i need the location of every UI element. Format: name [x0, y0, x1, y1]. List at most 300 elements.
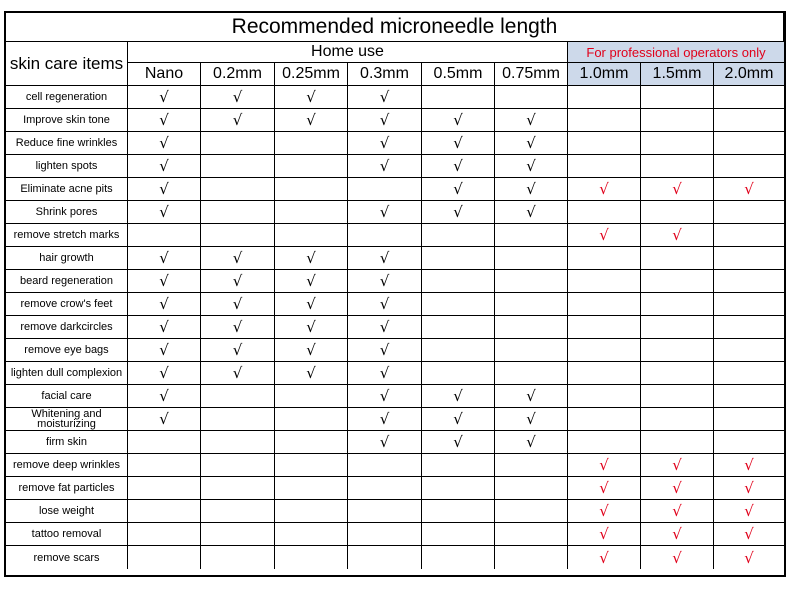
- table-cell: [348, 477, 422, 500]
- check-mark-icon: √: [159, 364, 169, 382]
- check-mark-icon: √: [379, 341, 390, 359]
- check-mark-icon: √: [306, 249, 316, 267]
- table-cell: [348, 178, 422, 201]
- table-cell: [568, 109, 641, 132]
- table-cell: [128, 270, 201, 293]
- check-mark-icon: √: [379, 433, 390, 451]
- table-cell: [348, 201, 422, 224]
- table-cell: [495, 316, 568, 339]
- row-label: remove darkcircles: [6, 316, 128, 339]
- table-cell: [128, 109, 201, 132]
- table-cell: [568, 201, 641, 224]
- table-title: Recommended microneedle length: [6, 13, 784, 42]
- row-label: lighten dull complexion: [6, 362, 128, 385]
- row-label: beard regeneration: [6, 270, 128, 293]
- table-cell: [714, 86, 784, 109]
- table-cell: [275, 408, 348, 431]
- column-header-1-0mm: 1.0mm: [568, 63, 641, 86]
- table-cell: [495, 109, 568, 132]
- table-cell: [568, 178, 641, 201]
- check-mark-icon: √: [379, 157, 390, 175]
- table-cell: [348, 316, 422, 339]
- table-cell: [201, 339, 275, 362]
- check-mark-icon: √: [599, 548, 609, 567]
- table-cell: [568, 546, 641, 569]
- row-label: Whitening and moisturizing: [6, 408, 128, 431]
- check-mark-icon: √: [379, 318, 390, 336]
- table-cell: [422, 201, 495, 224]
- table-cell: [568, 339, 641, 362]
- column-header-0-5mm: 0.5mm: [422, 63, 495, 86]
- table-cell: [641, 477, 714, 500]
- table-cell: [422, 224, 495, 247]
- check-mark-icon: √: [379, 88, 390, 106]
- table-cell: [275, 477, 348, 500]
- table-cell: [568, 523, 641, 546]
- table-cell: [422, 316, 495, 339]
- table-cell: [714, 500, 784, 523]
- table-cell: [201, 155, 275, 178]
- check-mark-icon: √: [453, 203, 463, 221]
- table-cell: [275, 270, 348, 293]
- check-mark-icon: √: [232, 318, 243, 336]
- table-cell: [275, 454, 348, 477]
- table-cell: [714, 408, 784, 431]
- table-cell: [495, 454, 568, 477]
- table-cell: [714, 270, 784, 293]
- check-mark-icon: √: [379, 410, 390, 428]
- table-cell: [495, 431, 568, 454]
- table-cell: [641, 339, 714, 362]
- table-cell: [348, 546, 422, 569]
- table-cell: [275, 362, 348, 385]
- table-cell: [201, 86, 275, 109]
- table-cell: [714, 523, 784, 546]
- table-cell: [201, 316, 275, 339]
- check-mark-icon: √: [159, 111, 169, 129]
- row-label: remove stretch marks: [6, 224, 128, 247]
- row-label: remove eye bags: [6, 339, 128, 362]
- table-cell: [495, 408, 568, 431]
- check-mark-icon: √: [526, 387, 536, 405]
- table-cell: [641, 454, 714, 477]
- check-mark-icon: √: [306, 341, 316, 359]
- check-mark-icon: √: [379, 387, 390, 405]
- table-cell: [128, 316, 201, 339]
- row-label: Eliminate acne pits: [6, 178, 128, 201]
- check-mark-icon: √: [453, 134, 463, 152]
- check-mark-icon: √: [744, 479, 754, 497]
- table-cell: [348, 86, 422, 109]
- column-header-0-2mm: 0.2mm: [201, 63, 275, 86]
- table-cell: [275, 155, 348, 178]
- table-cell: [275, 339, 348, 362]
- check-mark-icon: √: [159, 341, 169, 359]
- table-cell: [568, 454, 641, 477]
- table-cell: [422, 178, 495, 201]
- table-cell: [568, 86, 641, 109]
- table-cell: [714, 178, 784, 201]
- row-label: cell regeneration: [6, 86, 128, 109]
- table-cell: [714, 385, 784, 408]
- check-mark-icon: √: [526, 410, 536, 428]
- table-cell: [495, 224, 568, 247]
- check-mark-icon: √: [232, 249, 243, 267]
- row-label: tattoo removal: [6, 523, 128, 546]
- table-cell: [348, 224, 422, 247]
- table-cell: [495, 523, 568, 546]
- table-cell: [714, 132, 784, 155]
- table-cell: [568, 270, 641, 293]
- table-cell: [348, 362, 422, 385]
- column-header-nano: Nano: [128, 63, 201, 86]
- check-mark-icon: √: [379, 111, 390, 129]
- check-mark-icon: √: [453, 180, 463, 198]
- table-cell: [422, 293, 495, 316]
- check-mark-icon: √: [232, 341, 243, 359]
- check-mark-icon: √: [744, 525, 754, 543]
- table-cell: [568, 477, 641, 500]
- table-cell: [641, 109, 714, 132]
- table-cell: [568, 408, 641, 431]
- check-mark-icon: √: [526, 134, 536, 152]
- check-mark-icon: √: [672, 479, 682, 497]
- row-label: facial care: [6, 385, 128, 408]
- row-label: Shrink pores: [6, 201, 128, 224]
- check-mark-icon: √: [744, 180, 754, 198]
- row-label: lighten spots: [6, 155, 128, 178]
- check-mark-icon: √: [744, 456, 754, 474]
- table-cell: [495, 293, 568, 316]
- check-mark-icon: √: [159, 249, 169, 267]
- table-cell: [422, 454, 495, 477]
- table-cell: [128, 477, 201, 500]
- table-cell: [201, 546, 275, 569]
- check-mark-icon: √: [306, 364, 316, 382]
- table-cell: [641, 201, 714, 224]
- row-label: remove deep wrinkles: [6, 454, 128, 477]
- table-cell: [348, 500, 422, 523]
- row-label: hair growth: [6, 247, 128, 270]
- table-cell: [714, 155, 784, 178]
- table-cell: [495, 500, 568, 523]
- table-cell: [128, 293, 201, 316]
- table-cell: [275, 109, 348, 132]
- table-cell: [348, 155, 422, 178]
- check-mark-icon: √: [744, 502, 754, 520]
- check-mark-icon: √: [232, 272, 243, 290]
- check-mark-icon: √: [453, 111, 463, 129]
- check-mark-icon: √: [159, 180, 169, 198]
- table-cell: [495, 155, 568, 178]
- row-label: firm skin: [6, 431, 128, 454]
- table-cell: [495, 247, 568, 270]
- check-mark-icon: √: [526, 433, 536, 451]
- table-cell: [568, 132, 641, 155]
- table-cell: [201, 201, 275, 224]
- check-mark-icon: √: [159, 295, 169, 313]
- check-mark-icon: √: [526, 180, 536, 198]
- row-label: Reduce fine wrinkles: [6, 132, 128, 155]
- check-mark-icon: √: [232, 111, 243, 129]
- table-cell: [128, 454, 201, 477]
- check-mark-icon: √: [379, 272, 390, 290]
- table-cell: [201, 362, 275, 385]
- table-cell: [714, 431, 784, 454]
- table-cell: [422, 86, 495, 109]
- check-mark-icon: √: [159, 157, 169, 175]
- table-cell: [714, 293, 784, 316]
- table-cell: [714, 546, 784, 569]
- check-mark-icon: √: [379, 249, 390, 267]
- table-cell: [422, 546, 495, 569]
- table-cell: [275, 316, 348, 339]
- table-cell: [422, 339, 495, 362]
- column-header-1-5mm: 1.5mm: [641, 63, 714, 86]
- table-cell: [568, 431, 641, 454]
- table-cell: [128, 362, 201, 385]
- table-cell: [495, 201, 568, 224]
- table-cell: [201, 477, 275, 500]
- table-cell: [348, 293, 422, 316]
- table-cell: [348, 339, 422, 362]
- table-cell: [422, 109, 495, 132]
- check-mark-icon: √: [379, 295, 390, 313]
- table-cell: [422, 385, 495, 408]
- table-cell: [348, 270, 422, 293]
- check-mark-icon: √: [159, 318, 169, 336]
- table-cell: [641, 316, 714, 339]
- check-mark-icon: √: [379, 134, 390, 152]
- microneedle-length-table: [4, 11, 786, 577]
- row-label: lose weight: [6, 500, 128, 523]
- table-cell: [275, 500, 348, 523]
- table-cell: [201, 293, 275, 316]
- check-mark-icon: √: [599, 180, 609, 198]
- check-mark-icon: √: [744, 548, 754, 567]
- table-cell: [275, 431, 348, 454]
- table-cell: [348, 247, 422, 270]
- table-cell: [201, 500, 275, 523]
- table-cell: [641, 270, 714, 293]
- table-cell: [201, 178, 275, 201]
- row-label: remove crow's feet: [6, 293, 128, 316]
- table-cell: [275, 247, 348, 270]
- table-cell: [641, 247, 714, 270]
- check-mark-icon: √: [453, 387, 463, 405]
- table-cell: [201, 431, 275, 454]
- table-cell: [714, 362, 784, 385]
- table-cell: [128, 247, 201, 270]
- column-header-0-25mm: 0.25mm: [275, 63, 348, 86]
- table-cell: [422, 523, 495, 546]
- table-cell: [201, 454, 275, 477]
- check-mark-icon: √: [672, 456, 682, 474]
- check-mark-icon: √: [453, 410, 463, 428]
- check-mark-icon: √: [159, 410, 169, 428]
- table-cell: [568, 224, 641, 247]
- table-cell: [714, 339, 784, 362]
- table-cell: [495, 270, 568, 293]
- table-cell: [275, 385, 348, 408]
- check-mark-icon: √: [672, 502, 682, 520]
- table-cell: [128, 155, 201, 178]
- check-mark-icon: √: [672, 226, 682, 244]
- check-mark-icon: √: [306, 88, 316, 106]
- check-mark-icon: √: [599, 226, 609, 244]
- table-cell: [641, 224, 714, 247]
- table-cell: [641, 86, 714, 109]
- check-mark-icon: √: [526, 203, 536, 221]
- table-cell: [422, 155, 495, 178]
- table-cell: [275, 86, 348, 109]
- check-mark-icon: √: [306, 318, 316, 336]
- table-cell: [714, 247, 784, 270]
- table-cell: [641, 155, 714, 178]
- table-cell: [201, 523, 275, 546]
- table-cell: [714, 477, 784, 500]
- table-cell: [641, 293, 714, 316]
- table-cell: [568, 247, 641, 270]
- table-cell: [714, 454, 784, 477]
- table-cell: [275, 293, 348, 316]
- table-cell: [128, 385, 201, 408]
- table-cell: [128, 86, 201, 109]
- check-mark-icon: √: [159, 387, 169, 405]
- column-header-0-3mm: 0.3mm: [348, 63, 422, 86]
- table-cell: [495, 385, 568, 408]
- table-cell: [348, 523, 422, 546]
- table-cell: [495, 362, 568, 385]
- table-cell: [495, 86, 568, 109]
- table-cell: [495, 178, 568, 201]
- table-cell: [128, 201, 201, 224]
- table-cell: [714, 109, 784, 132]
- table-cell: [348, 132, 422, 155]
- table-cell: [422, 362, 495, 385]
- check-mark-icon: √: [599, 525, 609, 543]
- table-cell: [201, 132, 275, 155]
- table-cell: [128, 431, 201, 454]
- check-mark-icon: √: [232, 364, 243, 382]
- table-cell: [641, 132, 714, 155]
- table-cell: [275, 201, 348, 224]
- table-cell: [714, 224, 784, 247]
- table-cell: [275, 132, 348, 155]
- check-mark-icon: √: [306, 295, 316, 313]
- table-cell: [201, 247, 275, 270]
- check-mark-icon: √: [159, 88, 169, 106]
- table-cell: [422, 270, 495, 293]
- check-mark-icon: √: [453, 433, 463, 451]
- table-cell: [641, 500, 714, 523]
- table-cell: [422, 500, 495, 523]
- row-label: remove fat particles: [6, 477, 128, 500]
- table-cell: [275, 178, 348, 201]
- check-mark-icon: √: [672, 525, 682, 543]
- table-cell: [201, 224, 275, 247]
- table-cell: [568, 293, 641, 316]
- check-mark-icon: √: [379, 364, 390, 382]
- table-cell: [348, 454, 422, 477]
- table-cell: [568, 155, 641, 178]
- check-mark-icon: √: [306, 111, 316, 129]
- table-cell: [568, 500, 641, 523]
- table-cell: [422, 431, 495, 454]
- table-cell: [641, 362, 714, 385]
- table-cell: [714, 201, 784, 224]
- check-mark-icon: √: [379, 203, 390, 221]
- table-cell: [641, 385, 714, 408]
- table-cell: [495, 546, 568, 569]
- table-cell: [128, 546, 201, 569]
- table-cell: [201, 385, 275, 408]
- check-mark-icon: √: [306, 272, 316, 290]
- table-cell: [495, 132, 568, 155]
- table-cell: [422, 132, 495, 155]
- check-mark-icon: √: [159, 272, 169, 290]
- check-mark-icon: √: [672, 548, 682, 567]
- table-cell: [128, 339, 201, 362]
- check-mark-icon: √: [599, 479, 609, 497]
- table-cell: [495, 339, 568, 362]
- table-cell: [495, 477, 568, 500]
- check-mark-icon: √: [232, 88, 243, 106]
- table-cell: [641, 178, 714, 201]
- check-mark-icon: √: [453, 157, 463, 175]
- home-use-header: Home use: [128, 42, 568, 63]
- row-label: remove scars: [6, 546, 128, 569]
- table-cell: [422, 408, 495, 431]
- column-header-2-0mm: 2.0mm: [714, 63, 784, 86]
- check-mark-icon: √: [672, 180, 682, 198]
- table-cell: [348, 385, 422, 408]
- table-cell: [201, 109, 275, 132]
- check-mark-icon: √: [526, 111, 536, 129]
- table-cell: [275, 523, 348, 546]
- table-cell: [128, 178, 201, 201]
- table-cell: [348, 408, 422, 431]
- table-cell: [641, 408, 714, 431]
- check-mark-icon: √: [159, 203, 169, 221]
- table-cell: [128, 132, 201, 155]
- skin-care-items-header: skin care items: [6, 42, 128, 86]
- table-cell: [201, 408, 275, 431]
- table-cell: [128, 408, 201, 431]
- check-mark-icon: √: [232, 295, 243, 313]
- table-cell: [568, 385, 641, 408]
- check-mark-icon: √: [526, 157, 536, 175]
- row-label: Improve skin tone: [6, 109, 128, 132]
- table-cell: [422, 247, 495, 270]
- table-cell: [348, 109, 422, 132]
- table-cell: [128, 224, 201, 247]
- table-cell: [348, 431, 422, 454]
- table-cell: [714, 316, 784, 339]
- table-cell: [128, 500, 201, 523]
- professional-header: For professional operators only: [568, 42, 784, 63]
- table-cell: [201, 270, 275, 293]
- table-cell: [641, 546, 714, 569]
- check-mark-icon: √: [599, 502, 609, 520]
- table-cell: [275, 224, 348, 247]
- column-header-0-75mm: 0.75mm: [495, 63, 568, 86]
- table-cell: [128, 523, 201, 546]
- check-mark-icon: √: [599, 456, 609, 474]
- table-cell: [568, 362, 641, 385]
- table-cell: [568, 316, 641, 339]
- table-cell: [422, 477, 495, 500]
